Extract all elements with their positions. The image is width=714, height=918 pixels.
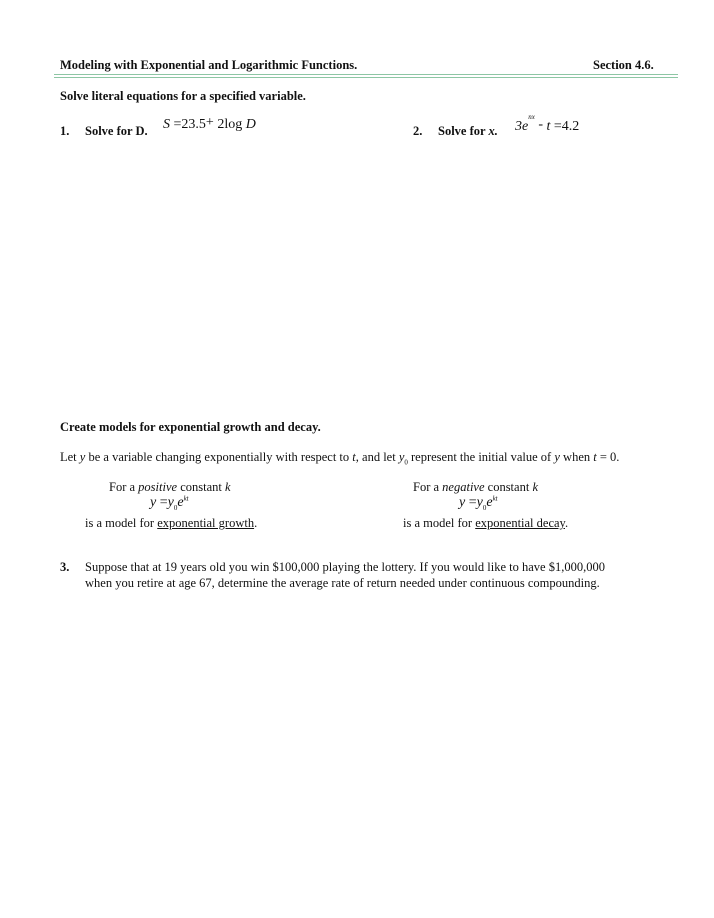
growth-eq-y0: y — [167, 495, 174, 510]
q2-equation — [515, 113, 580, 135]
decay-model-term: exponential decay — [475, 516, 565, 530]
q2-prompt-text: Solve for — [438, 124, 486, 138]
growth-positive: positive — [138, 480, 178, 494]
decay-model-text: is a model for — [403, 516, 476, 530]
growth-model-term: exponential growth — [157, 516, 255, 530]
header-rule-2 — [54, 77, 678, 78]
q1-eq-lhs: S — [163, 117, 170, 132]
decay-equation — [459, 495, 498, 511]
intro-var-y: y — [79, 450, 86, 464]
growth-model-line — [85, 516, 257, 531]
decay-text-c: constant — [484, 480, 533, 494]
intro-text-6: = 0. — [596, 450, 620, 464]
growth-line1 — [109, 480, 231, 495]
decay-text-a: For a — [413, 480, 443, 494]
q1-eq-number: 23.5 — [181, 117, 206, 132]
part1-heading: Solve literal equations for a specified variable. — [60, 89, 306, 103]
decay-eq-e: e — [486, 495, 493, 510]
header-rule — [54, 74, 678, 75]
intro-var-y2: y — [554, 450, 560, 464]
q1-eq-log: 2log — [217, 117, 243, 132]
section-label: Section 4.6. — [593, 58, 654, 72]
growth-model-text: is a model for — [85, 516, 158, 530]
part2-intro — [60, 450, 619, 465]
growth-eq-equals: = — [159, 495, 168, 510]
part2-heading: Create models for exponential growth and decay. — [60, 420, 321, 434]
intro-var-t2: t — [593, 450, 597, 464]
growth-model-period: . — [254, 516, 258, 530]
q2-eq-minus: - — [538, 117, 543, 132]
q2-prompt — [438, 124, 498, 139]
q1-eq-equals: = — [173, 117, 182, 132]
growth-var-k: k — [224, 480, 231, 494]
decay-line1 — [413, 480, 538, 495]
decay-eq-sub: 0 — [482, 503, 487, 512]
q3-number: 3. — [60, 560, 70, 574]
decay-eq-y0: y — [476, 495, 483, 510]
q2-eq-coef: 3e — [515, 119, 529, 134]
q1-prompt: Solve for D. — [85, 124, 148, 138]
growth-eq-exp: kt — [183, 494, 189, 503]
intro-var-y0-sub: 0 — [404, 458, 408, 467]
intro-text-4: represent the initial value of — [407, 450, 555, 464]
decay-eq-equals: = — [468, 495, 477, 510]
q2-eq-rhs: 4.2 — [561, 119, 580, 134]
growth-eq-y: y — [150, 495, 157, 510]
growth-eq-sub: 0 — [173, 503, 178, 512]
document-title: Modeling with Exponential and Logarithmic Functions. — [60, 58, 358, 72]
intro-var-t: t — [352, 450, 356, 464]
q1-eq-var: D — [245, 117, 256, 132]
q2-number: 2. — [413, 124, 423, 138]
q2-eq-exponent: nx — [528, 113, 535, 122]
intro-text-1: Let — [60, 450, 80, 464]
growth-eq-e: e — [177, 495, 184, 510]
decay-eq-exp: kt — [492, 494, 498, 503]
growth-text-a: For a — [109, 480, 139, 494]
decay-model-period: . — [565, 516, 569, 530]
q2-eq-equals: = — [553, 119, 562, 134]
intro-var-y0: y — [398, 450, 405, 464]
q1-eq-plus: + — [205, 115, 214, 130]
q2-eq-t: t — [546, 119, 551, 134]
decay-negative: negative — [442, 480, 485, 494]
decay-model-line — [403, 516, 568, 531]
decay-var-k: k — [532, 480, 538, 494]
q2-prompt-var: x. — [488, 124, 498, 138]
intro-text-2: be a variable changing exponentially with respect to — [85, 450, 353, 464]
q1-equation — [163, 117, 256, 133]
q1-number: 1. — [60, 124, 70, 138]
q3-text: Suppose that at 19 years old you win $100,000 playing the lottery. If you would like to have $1,000,000 when you retire at age 67, determine the average rate of return needed under continuous compounding. — [85, 560, 605, 590]
growth-equation — [150, 495, 189, 511]
decay-eq-y: y — [459, 495, 466, 510]
intro-text-3: , and let — [355, 450, 399, 464]
intro-text-5: when — [559, 450, 594, 464]
growth-text-c: constant — [177, 480, 225, 494]
